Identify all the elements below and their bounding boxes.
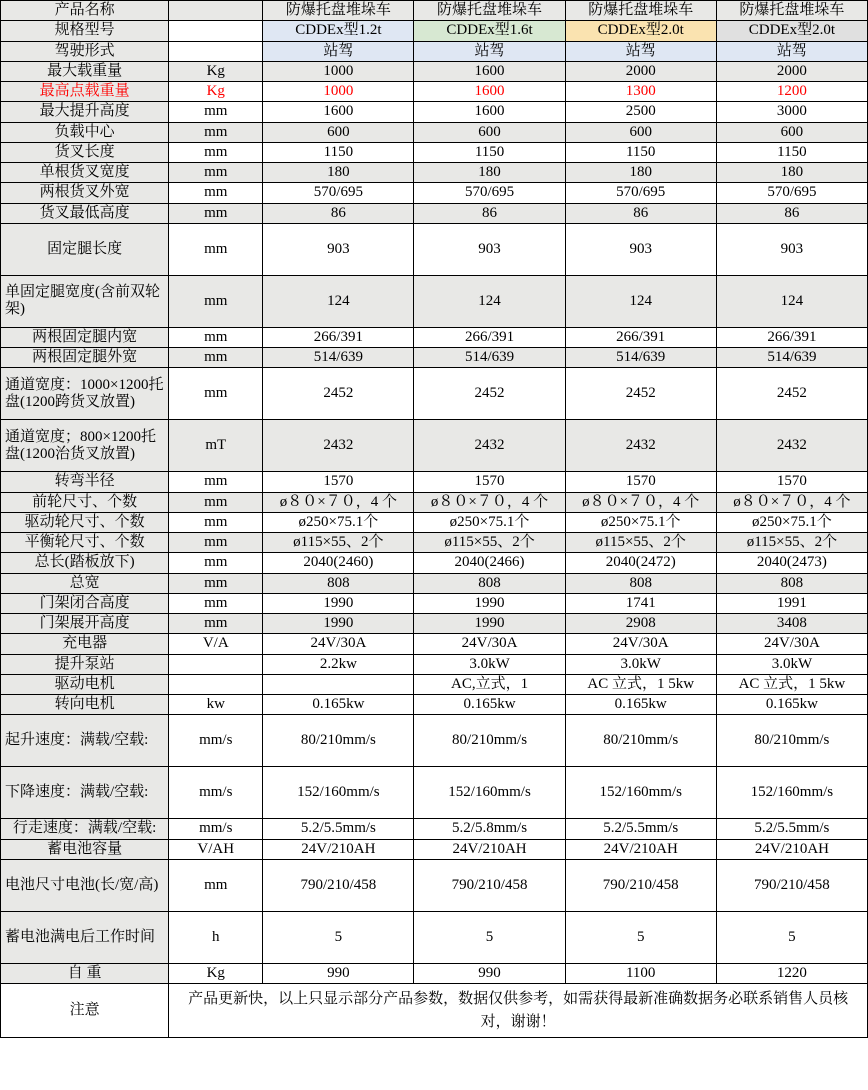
row-label: 起升速度：满载/空载: [1, 715, 169, 767]
row-unit: mm [169, 203, 263, 223]
cell-value: 1000 [263, 61, 414, 81]
cell-value: 790/210/458 [414, 859, 565, 911]
cell-value: 266/391 [263, 327, 414, 347]
row-unit: mm [169, 183, 263, 203]
row-label: 最大提升高度 [1, 102, 169, 122]
row-label: 驱动电机 [1, 674, 169, 694]
cell-value: 790/210/458 [263, 859, 414, 911]
cell-value: 990 [414, 963, 565, 983]
table-row [1, 327, 868, 347]
cell-value: 790/210/458 [716, 859, 867, 911]
cell-value: 1150 [716, 142, 867, 162]
cell-value: 124 [414, 275, 565, 327]
cell-value: 5 [716, 911, 867, 963]
row-label: 单固定腿宽度(含前双轮架) [1, 275, 169, 327]
row-unit: mm [169, 472, 263, 492]
table-row [1, 142, 868, 162]
cell-value: 24V/210AH [716, 839, 867, 859]
cell-value: 570/695 [263, 183, 414, 203]
cell-value: 2432 [565, 420, 716, 472]
cell-value: CDDEx型1.6t [414, 21, 565, 41]
cell-value: 2452 [716, 368, 867, 420]
table-row [1, 492, 868, 512]
cell-value: ø８０×７０，4 个 [414, 492, 565, 512]
table-row [1, 163, 868, 183]
cell-value: 80/210mm/s [716, 715, 867, 767]
row-unit [169, 674, 263, 694]
table-row [1, 420, 868, 472]
row-unit [169, 1, 263, 21]
row-unit: mm [169, 348, 263, 368]
cell-value: 3.0kW [565, 654, 716, 674]
row-unit: mm [169, 614, 263, 634]
cell-value: 600 [565, 122, 716, 142]
table-row [1, 533, 868, 553]
row-unit: Kg [169, 82, 263, 102]
cell-value: 1570 [263, 472, 414, 492]
row-unit: mm [169, 573, 263, 593]
cell-value: AC 立式，1 5kw [565, 674, 716, 694]
cell-value: 80/210mm/s [414, 715, 565, 767]
cell-value: 防爆托盘堆垛车 [716, 1, 867, 21]
row-unit: h [169, 911, 263, 963]
row-label: 最大载重量 [1, 61, 169, 81]
cell-value: 86 [414, 203, 565, 223]
cell-value: 2452 [414, 368, 565, 420]
cell-value: 903 [263, 223, 414, 275]
table-row [1, 183, 868, 203]
row-unit: mm/s [169, 715, 263, 767]
cell-value: 1600 [263, 102, 414, 122]
cell-value: 1991 [716, 593, 867, 613]
row-unit [169, 41, 263, 61]
cell-value: 990 [263, 963, 414, 983]
cell-value: ø８０×７０，4 个 [263, 492, 414, 512]
cell-value: 266/391 [414, 327, 565, 347]
row-unit: mm [169, 163, 263, 183]
row-unit: mm [169, 492, 263, 512]
cell-value: 3.0kW [414, 654, 565, 674]
table-row [1, 122, 868, 142]
cell-value: ø250×75.1个 [565, 512, 716, 532]
cell-value: 124 [716, 275, 867, 327]
table-row [1, 963, 868, 983]
cell-value: 2432 [414, 420, 565, 472]
row-unit: V/A [169, 634, 263, 654]
row-unit: V/AH [169, 839, 263, 859]
cell-value: 152/160mm/s [414, 767, 565, 819]
cell-value: 80/210mm/s [565, 715, 716, 767]
row-unit: mm [169, 327, 263, 347]
row-label: 货叉最低高度 [1, 203, 169, 223]
cell-value: 514/639 [414, 348, 565, 368]
cell-value: 24V/30A [716, 634, 867, 654]
row-label: 两根固定腿内宽 [1, 327, 169, 347]
row-label: 充电器 [1, 634, 169, 654]
cell-value: 180 [263, 163, 414, 183]
row-label: 蓄电池容量 [1, 839, 169, 859]
cell-value: 2500 [565, 102, 716, 122]
cell-value: AC,立式，1 [414, 674, 565, 694]
cell-value: 1600 [414, 82, 565, 102]
cell-value: 5 [263, 911, 414, 963]
table-row [1, 348, 868, 368]
row-label: 自 重 [1, 963, 169, 983]
cell-value: 903 [414, 223, 565, 275]
table-row [1, 819, 868, 839]
cell-value: 570/695 [414, 183, 565, 203]
cell-value: 86 [263, 203, 414, 223]
cell-value: 24V/30A [565, 634, 716, 654]
cell-value: ø115×55、2个 [565, 533, 716, 553]
cell-value: 防爆托盘堆垛车 [263, 1, 414, 21]
row-label: 转弯半径 [1, 472, 169, 492]
cell-value: 152/160mm/s [565, 767, 716, 819]
table-row [1, 275, 868, 327]
row-label: 平衡轮尺寸、个数 [1, 533, 169, 553]
table-row [1, 553, 868, 573]
cell-value: 5.2/5.5mm/s [263, 819, 414, 839]
cell-value: 3000 [716, 102, 867, 122]
row-label: 货叉长度 [1, 142, 169, 162]
row-unit: mm [169, 102, 263, 122]
row-unit: Kg [169, 61, 263, 81]
cell-value: AC 立式，1 5kw [716, 674, 867, 694]
cell-value: 2908 [565, 614, 716, 634]
cell-value: 2040(2473) [716, 553, 867, 573]
cell-value: ø250×75.1个 [716, 512, 867, 532]
row-label: 提升泵站 [1, 654, 169, 674]
cell-value: 180 [414, 163, 565, 183]
row-label: 单根货叉宽度 [1, 163, 169, 183]
table-row [1, 715, 868, 767]
cell-value: ø115×55、2个 [263, 533, 414, 553]
cell-value: 152/160mm/s [263, 767, 414, 819]
cell-value: 2040(2460) [263, 553, 414, 573]
row-unit: mm [169, 275, 263, 327]
cell-value: 1741 [565, 593, 716, 613]
cell-value: 0.165kw [565, 695, 716, 715]
table-row [1, 911, 868, 963]
row-label: 驾驶形式 [1, 41, 169, 61]
cell-value: 903 [716, 223, 867, 275]
row-unit: mm [169, 553, 263, 573]
cell-value: 2432 [263, 420, 414, 472]
cell-value: 站驾 [414, 41, 565, 61]
row-label: 产品名称 [1, 1, 169, 21]
cell-value: 2452 [263, 368, 414, 420]
row-unit: mm [169, 122, 263, 142]
cell-value: 站驾 [565, 41, 716, 61]
cell-value: 600 [414, 122, 565, 142]
cell-value: 2.2kw [263, 654, 414, 674]
table-row [1, 223, 868, 275]
cell-value: ø115×55、2个 [414, 533, 565, 553]
cell-value: 514/639 [565, 348, 716, 368]
cell-value: 180 [716, 163, 867, 183]
cell-value: 1990 [263, 593, 414, 613]
cell-value: ø８０×７０，4 个 [716, 492, 867, 512]
cell-value: 5.2/5.5mm/s [565, 819, 716, 839]
row-unit: mm/s [169, 819, 263, 839]
row-unit: mm [169, 533, 263, 553]
row-unit: mm [169, 593, 263, 613]
cell-value: 1200 [716, 82, 867, 102]
table-row [1, 674, 868, 694]
cell-value: 180 [565, 163, 716, 183]
cell-value: 1990 [414, 593, 565, 613]
note-label: 注意 [1, 984, 169, 1038]
cell-value: 1300 [565, 82, 716, 102]
cell-value: 1600 [414, 102, 565, 122]
row-unit: mm [169, 223, 263, 275]
cell-value: 790/210/458 [565, 859, 716, 911]
table-row [1, 695, 868, 715]
row-label: 蓄电池满电后工作时间 [1, 911, 169, 963]
cell-value: 24V/210AH [414, 839, 565, 859]
cell-value: 5.2/5.5mm/s [716, 819, 867, 839]
cell-value: 1990 [263, 614, 414, 634]
cell-value: 24V/210AH [263, 839, 414, 859]
cell-value: ø８０×７０，4 个 [565, 492, 716, 512]
table-row [1, 472, 868, 492]
cell-value: 2040(2472) [565, 553, 716, 573]
row-unit: kw [169, 695, 263, 715]
table-row [1, 21, 868, 41]
row-unit: mm [169, 859, 263, 911]
row-label: 电池尺寸电池(长/宽/高) [1, 859, 169, 911]
row-label: 负载中心 [1, 122, 169, 142]
cell-value: 24V/30A [263, 634, 414, 654]
row-unit [169, 654, 263, 674]
row-label: 固定腿长度 [1, 223, 169, 275]
cell-value: 808 [716, 573, 867, 593]
row-label: 前轮尺寸、个数 [1, 492, 169, 512]
cell-value: 0.165kw [414, 695, 565, 715]
table-row [1, 41, 868, 61]
cell-value: 5 [414, 911, 565, 963]
cell-value: 1570 [414, 472, 565, 492]
cell-value: 903 [565, 223, 716, 275]
table-row [1, 614, 868, 634]
table-row [1, 859, 868, 911]
table-row [1, 1, 868, 21]
row-label: 两根固定腿外宽 [1, 348, 169, 368]
cell-value: 124 [565, 275, 716, 327]
cell-value: 站驾 [716, 41, 867, 61]
cell-value: 80/210mm/s [263, 715, 414, 767]
cell-value: 570/695 [716, 183, 867, 203]
cell-value: CDDEx型1.2t [263, 21, 414, 41]
cell-value: 86 [716, 203, 867, 223]
cell-value: 3408 [716, 614, 867, 634]
cell-value: 266/391 [565, 327, 716, 347]
table-row [1, 368, 868, 420]
cell-value: 1150 [414, 142, 565, 162]
table-row [1, 203, 868, 223]
specification-table-body [1, 1, 868, 1038]
cell-value: 5.2/5.8mm/s [414, 819, 565, 839]
cell-value: 防爆托盘堆垛车 [565, 1, 716, 21]
cell-value: 1150 [565, 142, 716, 162]
table-row [1, 593, 868, 613]
cell-value: 2000 [716, 61, 867, 81]
cell-value: 24V/210AH [565, 839, 716, 859]
cell-value: ø250×75.1个 [263, 512, 414, 532]
cell-value: 0.165kw [716, 695, 867, 715]
cell-value: 1000 [263, 82, 414, 102]
row-label: 门架闭合高度 [1, 593, 169, 613]
row-label: 行走速度：满载/空载: [1, 819, 169, 839]
table-row [1, 654, 868, 674]
table-row [1, 634, 868, 654]
row-label: 规格型号 [1, 21, 169, 41]
cell-value: 514/639 [263, 348, 414, 368]
row-unit: mm [169, 142, 263, 162]
cell-value: 124 [263, 275, 414, 327]
cell-value: 808 [263, 573, 414, 593]
cell-value: 1150 [263, 142, 414, 162]
cell-value: 0.165kw [263, 695, 414, 715]
row-label: 驱动轮尺寸、个数 [1, 512, 169, 532]
cell-value: 600 [716, 122, 867, 142]
cell-value: 1600 [414, 61, 565, 81]
row-label: 最高点载重量 [1, 82, 169, 102]
cell-value: 防爆托盘堆垛车 [414, 1, 565, 21]
note-text: 产品更新快，以上只显示部分产品参数，数据仅供参考，如需获得最新准确数据务必联系销售人员核对，谢谢！ [169, 984, 868, 1038]
table-row [1, 573, 868, 593]
row-label: 通道宽度：1000×1200托盘(1200跨货叉放置) [1, 368, 169, 420]
row-label: 转向电机 [1, 695, 169, 715]
row-unit: mm [169, 368, 263, 420]
row-unit [169, 21, 263, 41]
cell-value: CDDEx型2.0t [716, 21, 867, 41]
table-row [1, 767, 868, 819]
row-label: 总长(踏板放下) [1, 553, 169, 573]
cell-value: 24V/30A [414, 634, 565, 654]
row-unit: mm/s [169, 767, 263, 819]
cell-value: 152/160mm/s [716, 767, 867, 819]
cell-value: 2452 [565, 368, 716, 420]
row-label: 下降速度：满载/空载: [1, 767, 169, 819]
cell-value: 1100 [565, 963, 716, 983]
cell-value: 1990 [414, 614, 565, 634]
row-unit: mT [169, 420, 263, 472]
table-row [1, 102, 868, 122]
table-row [1, 512, 868, 532]
cell-value: ø115×55、2个 [716, 533, 867, 553]
cell-value [263, 674, 414, 694]
cell-value: 266/391 [716, 327, 867, 347]
cell-value: 600 [263, 122, 414, 142]
table-row [1, 839, 868, 859]
cell-value: 1220 [716, 963, 867, 983]
table-row [1, 61, 868, 81]
cell-value: 2040(2466) [414, 553, 565, 573]
row-label: 门架展开高度 [1, 614, 169, 634]
cell-value: 1570 [716, 472, 867, 492]
cell-value: 5 [565, 911, 716, 963]
cell-value: CDDEx型2.0t [565, 21, 716, 41]
cell-value: 808 [565, 573, 716, 593]
cell-value: 808 [414, 573, 565, 593]
row-unit: Kg [169, 963, 263, 983]
cell-value: 86 [565, 203, 716, 223]
row-label: 通道宽度；800×1200托盘(1200治货叉放置) [1, 420, 169, 472]
table-row [1, 82, 868, 102]
cell-value: 3.0kW [716, 654, 867, 674]
cell-value: 570/695 [565, 183, 716, 203]
cell-value: 1570 [565, 472, 716, 492]
row-label: 两根货叉外宽 [1, 183, 169, 203]
row-label: 总宽 [1, 573, 169, 593]
cell-value: 2432 [716, 420, 867, 472]
cell-value: 站驾 [263, 41, 414, 61]
cell-value: ø250×75.1个 [414, 512, 565, 532]
cell-value: 2000 [565, 61, 716, 81]
cell-value: 514/639 [716, 348, 867, 368]
row-unit: mm [169, 512, 263, 532]
note-row [1, 984, 868, 1038]
